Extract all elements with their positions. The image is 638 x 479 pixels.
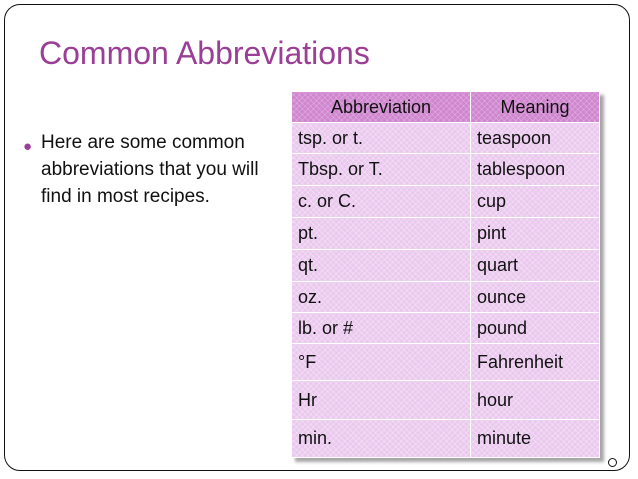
meaning-cell: quart	[471, 250, 600, 282]
abbreviation-cell: lb. or #	[292, 313, 471, 344]
table-row	[292, 282, 600, 313]
bullet-icon: ●	[23, 138, 33, 155]
meaning-cell: pound	[471, 313, 600, 344]
meaning-cell: ounce	[471, 282, 600, 313]
meaning-cell: teaspoon	[471, 123, 600, 154]
abbreviation-cell: Hr	[292, 381, 471, 420]
abbreviation-cell: tsp. or t.	[292, 123, 471, 154]
table-row	[292, 381, 600, 420]
abbreviation-cell: qt.	[292, 250, 471, 282]
meaning-cell: hour	[471, 381, 600, 420]
bullet-item	[23, 129, 293, 210]
table-header-row	[292, 92, 600, 123]
meaning-cell: minute	[471, 420, 600, 458]
table-row	[292, 218, 600, 250]
table-row	[292, 313, 600, 344]
abbreviation-table	[291, 91, 600, 458]
abbreviation-cell: c. or C.	[292, 186, 471, 218]
table-row	[292, 420, 600, 458]
abbreviation-cell: °F	[292, 344, 471, 381]
column-header-meaning: Meaning	[471, 92, 600, 123]
bullet-text: Here are some common abbreviations that you will find in most recipes.	[41, 132, 259, 207]
slide-frame	[4, 4, 630, 471]
column-header-abbreviation: Abbreviation	[292, 92, 471, 123]
corner-circle	[608, 458, 617, 467]
meaning-cell: pint	[471, 218, 600, 250]
abbreviation-cell: pt.	[292, 218, 471, 250]
table-row	[292, 186, 600, 218]
abbreviation-cell: min.	[292, 420, 471, 458]
abbreviation-cell: oz.	[292, 282, 471, 313]
meaning-cell: tablespoon	[471, 154, 600, 186]
table-row	[292, 250, 600, 282]
meaning-cell: cup	[471, 186, 600, 218]
meaning-cell: Fahrenheit	[471, 344, 600, 381]
table-row	[292, 154, 600, 186]
table-row	[292, 123, 600, 154]
table-row	[292, 344, 600, 381]
abbreviation-cell: Tbsp. or T.	[292, 154, 471, 186]
slide-title: Common Abbreviations	[39, 35, 370, 71]
